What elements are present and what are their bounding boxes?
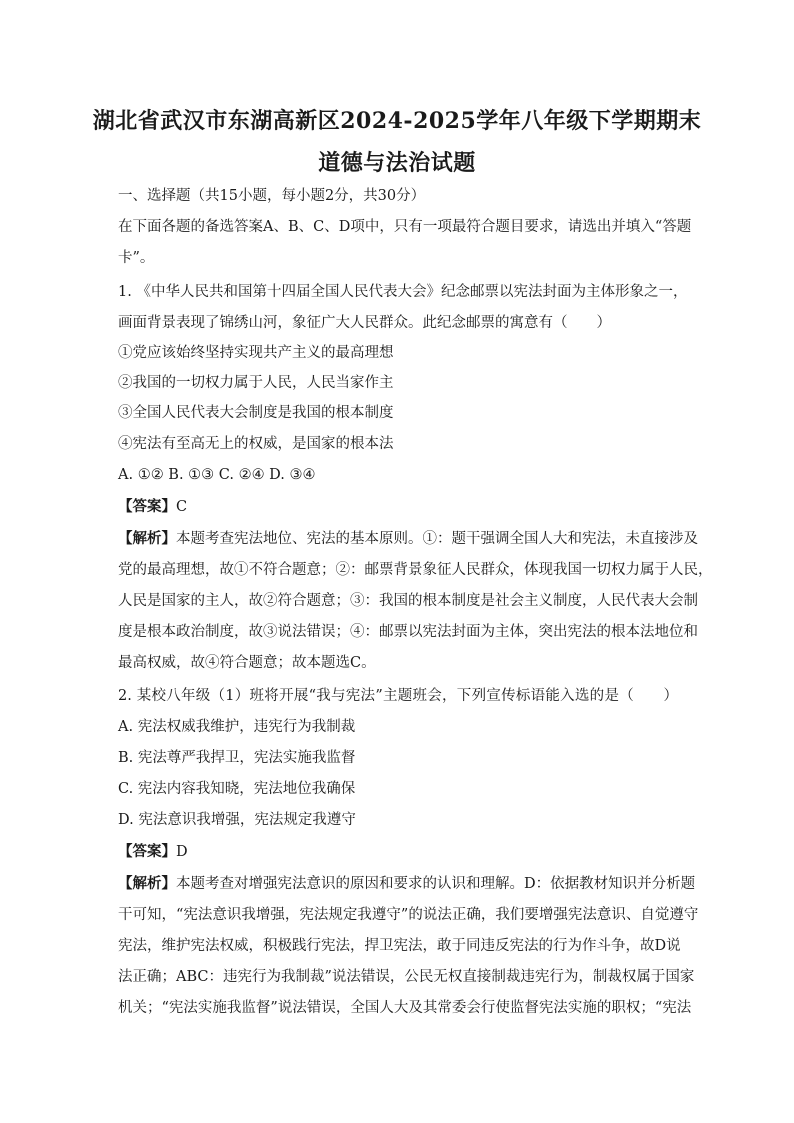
section-heading: 一、选择题（共15小题，每小题2分，共30分） [118, 188, 426, 204]
q2-analysis-line: 法正确；ABC：违宪行为我制裁”说法错误，公民无权直接制裁违宪行为，制裁权属于国家 [118, 969, 695, 985]
doc-title-line1: 湖北省武汉市东湖高新区2024-2025学年八年级下学期期末 [92, 108, 702, 134]
q2-analysis-line: 机关；“宪法实施我监督”说法错误，全国人大及其常委会行使监督宪法实施的职权；“宪法 [118, 1000, 692, 1016]
q2-option-a: A. 宪法权威我维护，违宪行为我制裁 [118, 719, 356, 735]
q1-answer [118, 497, 678, 517]
q1-analysis-line [118, 529, 698, 549]
q1-analysis-line: 度是根本政治制度，故③说法错误；④：邮票以宪法封面为主体，突出宪法的根本法地位和 [118, 624, 698, 640]
q2-stem: 2. 某校八年级（1）班将开展“我与宪法”主题班会，下列宣传标语能入选的是（ ） [118, 688, 678, 704]
q1-analysis-line: 最高权威，故④符合题意；故本题选C。 [118, 655, 376, 671]
answer-value: D [176, 844, 188, 860]
instruction-line: 在下面各题的备选答案A、B、C、D项中，只有一项最符合题目要求，请选出并填入“答题 [118, 219, 692, 235]
analysis-label: 【解析】 [118, 875, 176, 892]
q1-stem-line: 1. 《中华人民共和国第十四届全国人民代表大会》纪念邮票以宪法封面为主体形象之一， [118, 284, 688, 300]
q2-answer [118, 842, 678, 862]
q2-analysis-line [118, 874, 696, 894]
q2-analysis-line: 宪法，维护宪法权威，积极践行宪法，捍卫宪法，敢于同违反宪法的行为作斗争，故D说 [118, 938, 681, 954]
q1-statement-1: ①党应该始终坚持实现共产主义的最高理想 [118, 345, 394, 361]
q1-analysis-line: 人民是国家的主人，故②符合题意；③：我国的根本制度是社会主义制度，人民代表大会制 [118, 593, 698, 609]
q1-statement-4: ④宪法有至高无上的权威，是国家的根本法 [118, 436, 394, 452]
answer-label: 【答案】 [118, 843, 176, 860]
analysis-text: 本题考查对增强宪法意识的原因和要求的认识和理解。D：依据教材知识并分析题 [176, 876, 696, 892]
q2-analysis-line: 干可知，“宪法意识我增强，宪法规定我遵守”的说法正确，我们要增强宪法意识、自觉遵守 [118, 907, 699, 923]
analysis-label: 【解析】 [118, 530, 176, 547]
instruction-line: 卡”。 [118, 250, 155, 266]
q2-option-c: C. 宪法内容我知晓，宪法地位我确保 [118, 781, 356, 797]
q1-analysis-line: 党的最高理想，故①不符合题意；②：邮票背景象征人民群众，体现我国一切权力属于人民， [118, 562, 713, 578]
doc-title-line2: 道德与法治试题 [318, 150, 476, 176]
q1-statement-3: ③全国人民代表大会制度是我国的根本制度 [118, 405, 394, 421]
q2-option-b: B. 宪法尊严我捍卫，宪法实施我监督 [118, 750, 356, 766]
q2-option-d: D. 宪法意识我增强，宪法规定我遵守 [118, 812, 356, 828]
q1-stem-line: 画面背景表现了锦绣山河，象征广大人民群众。此纪念邮票的寓意有（ ） [118, 315, 611, 331]
answer-label: 【答案】 [118, 498, 176, 515]
answer-value: C [176, 499, 188, 515]
q1-statement-2: ②我国的一切权力属于人民，人民当家作主 [118, 375, 394, 391]
q1-choices: A. ①② B. ①③ C. ②④ D. ③④ [118, 467, 316, 483]
analysis-text: 本题考查宪法地位、宪法的基本原则。①：题干强调全国人大和宪法，未直接涉及 [176, 531, 698, 547]
